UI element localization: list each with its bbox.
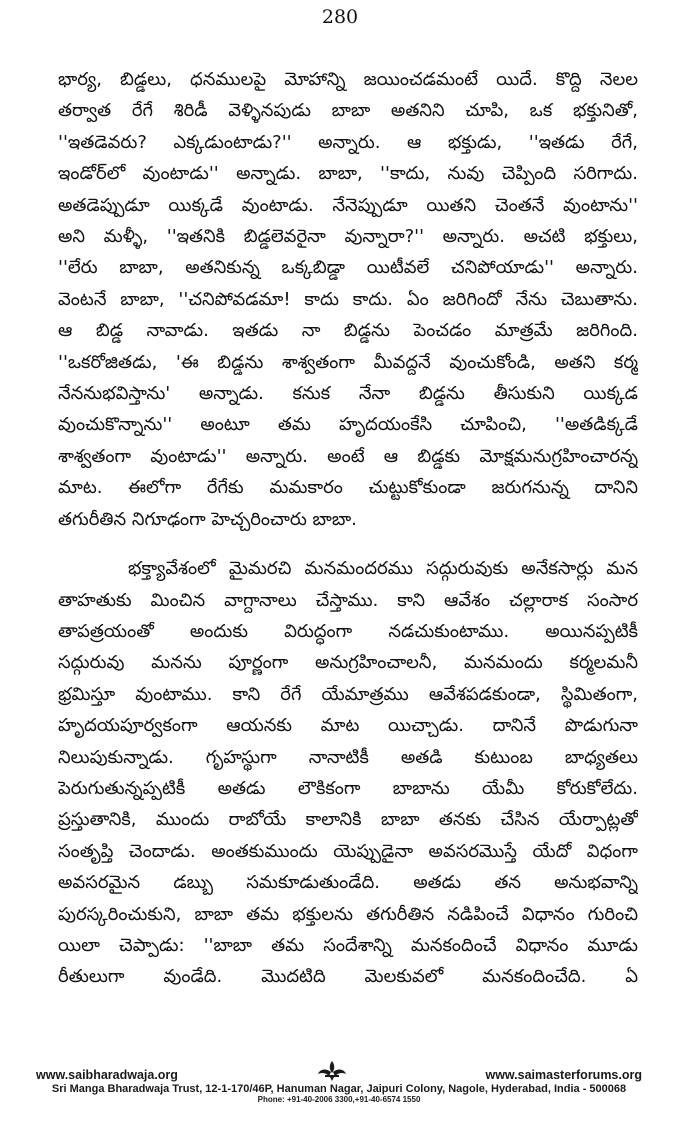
text-line: అతడెప్పుడూ యిక్కడే వుంటాడు. నేనెప్పుడూ యితని చెంతనే వుంటాను'': [58, 194, 638, 216]
text-line: వెంటనే బాబా, ''చనిపోవడమా! కాదు కాదు. ఏం జరిగిందో నేను చెబుతాను.: [58, 288, 638, 310]
text-line: భార్య, బిడ్డలు, ధనములపై మోహాన్ని జయించడమంటే యిదే. కొద్ది నెలల: [58, 69, 638, 90]
footer-link-saimasterforums[interactable]: www.saimasterforums.org: [485, 1068, 642, 1082]
text-line: యిలా చెప్పాడు: ''బాబా తమ సందేశాన్ని మనకందించే విధానం మూడు: [58, 934, 638, 956]
text-line: శాశ్వతంగా వుంటాడు'' అన్నారు. అంటే ఆ బిడ్డకు మోక్షమనుగ్రహించారన్న: [58, 445, 638, 467]
text-line: నేననుభవిస్తాను' అన్నాడు. కనుక నేనా బిడ్డను తీసుకుని యిక్కడ: [58, 383, 638, 405]
text-line: ఆ బిడ్డ నావాడు. ఇతడు నా బిడ్డను పెంచడం మాత్రమే జరిగింది.: [58, 320, 638, 342]
fleur-de-lis-icon: [314, 1060, 350, 1082]
body-text: [58, 64, 638, 993]
text-line: సంతృప్తి చెందాడు. అంతకుముందు యెప్పుడైనా అవసరమొస్తే యేదో విధంగా: [58, 840, 638, 862]
footer: [36, 1066, 642, 1104]
paragraph-gap: [58, 535, 638, 553]
text-line: తాపత్రయంతో అందుకు విరుద్ధంగా నడచుకుంటాము. అయినప్పటికీ: [58, 620, 638, 642]
text-line: నిలుపుకున్నాడు. గృహస్థుగా నానాటికీ అతడి కుటుంబ బాధ్యతలు: [58, 746, 638, 768]
footer-address: Sri Manga Bharadwaja Trust, 12-1-170/46P, Hanuman Nagar, Jaipuri Colony, Nagole, Hyderabad, India - 500068: [51, 1083, 627, 1095]
text-line: తగురీతిన నిగూఢంగా హెచ్చరించారు బాబా.: [58, 508, 357, 530]
text-line: పెరుగుతున్నప్పటికీ అతడు లౌకికంగా బాబాను యేమీ కోరుకోలేదు.: [58, 777, 638, 799]
text-line: అవసరమైన డబ్బు సమకూడుతుండేది. అతడు తన అనుభవాన్ని: [58, 872, 638, 894]
paragraph-2: [58, 553, 638, 993]
text-line: సద్గురువు మనను పూర్ణంగా అనుగ్రహించాలనీ, మనమందు కర్మలమనీ: [58, 652, 638, 674]
footer-phone: Phone: +91-40-2006 3300,+91-40-6574 1550: [257, 1095, 421, 1104]
text-line: ఇండోర్‌లో వుంటాడు'' అన్నాడు. బాబా, ''కాదు, నువు చెప్పింది సరిగాదు.: [58, 163, 638, 185]
text-line: అని మళ్ళీ, ''ఇతనికి బిడ్డలెవరైనా వున్నారా?'' అన్నారు. అచటి భక్తులు,: [58, 226, 638, 248]
page-number: 280: [321, 6, 359, 28]
text-line: తర్వాత రేగే శిరిడీ వెళ్ళినపుడు బాబా అతనిని చూపి, ఒక భక్తునితో,: [58, 100, 638, 122]
text-line: భ్రమిస్తూ వుంటాము. కాని రేగే యేమాత్రము ఆవేశపడకుండా, స్థిమితంగా,: [58, 683, 638, 705]
text-line: పురస్కరించుకుని, బాబా తమ భక్తులను తగురీతిన నడిపించే విధానం గురించి: [58, 903, 638, 925]
paragraph-1: [58, 64, 638, 535]
footer-links-row: [36, 1066, 642, 1082]
text-line: భక్త్యావేశంలో మైమరచి మనమందరము సద్గురువుకు అనేకసార్లు మన: [128, 558, 638, 580]
footer-link-saibharadwaja[interactable]: www.saibharadwaja.org: [36, 1068, 178, 1082]
text-line: రీతులుగా వుండేది. మొదటిది మెలకువలో మనకందించేది. ఏ: [58, 966, 638, 988]
text-line: మాట. ఈలోగా రేగేకు మమకారం చుట్టుకోకుండా జరుగనున్న దానిని: [58, 477, 638, 499]
text-line: తాహతుకు మించిన వాగ్దానాలు చేస్తాము. కాని ఆవేశం చల్లారాక సంసార: [58, 589, 638, 611]
text-line: ప్రస్తుతానికి, ముందు రాబోయే కాలానికి బాబా తనకు చేసిన యేర్పాట్లతో: [58, 809, 638, 831]
text-line: ''ఒకరోజితడు, 'ఈ బిడ్డను శాశ్వతంగా మీవద్దనే వుంచుకోండి, అతని కర్మ: [58, 351, 638, 373]
text-line: ''ఇతడెవరు? ఎక్కడుంటాడు?'' అన్నారు. ఆ భక్తుడు, ''ఇతడు రేగే,: [58, 131, 638, 153]
text-line: హృదయపూర్వకంగా ఆయనకు మాట యిచ్చాడు. దానినే పొడుగునా: [58, 715, 638, 737]
text-line: ''లేరు బాబా, అతనికున్న ఒక్కబిడ్డా యిటీవలే చనిపోయాడు'' అన్నారు.: [58, 257, 638, 279]
text-line: వుంచుకొన్నాను'' అంటూ తమ హృదయంకేసి చూపించి, ''అతడిక్కడే: [58, 414, 638, 436]
